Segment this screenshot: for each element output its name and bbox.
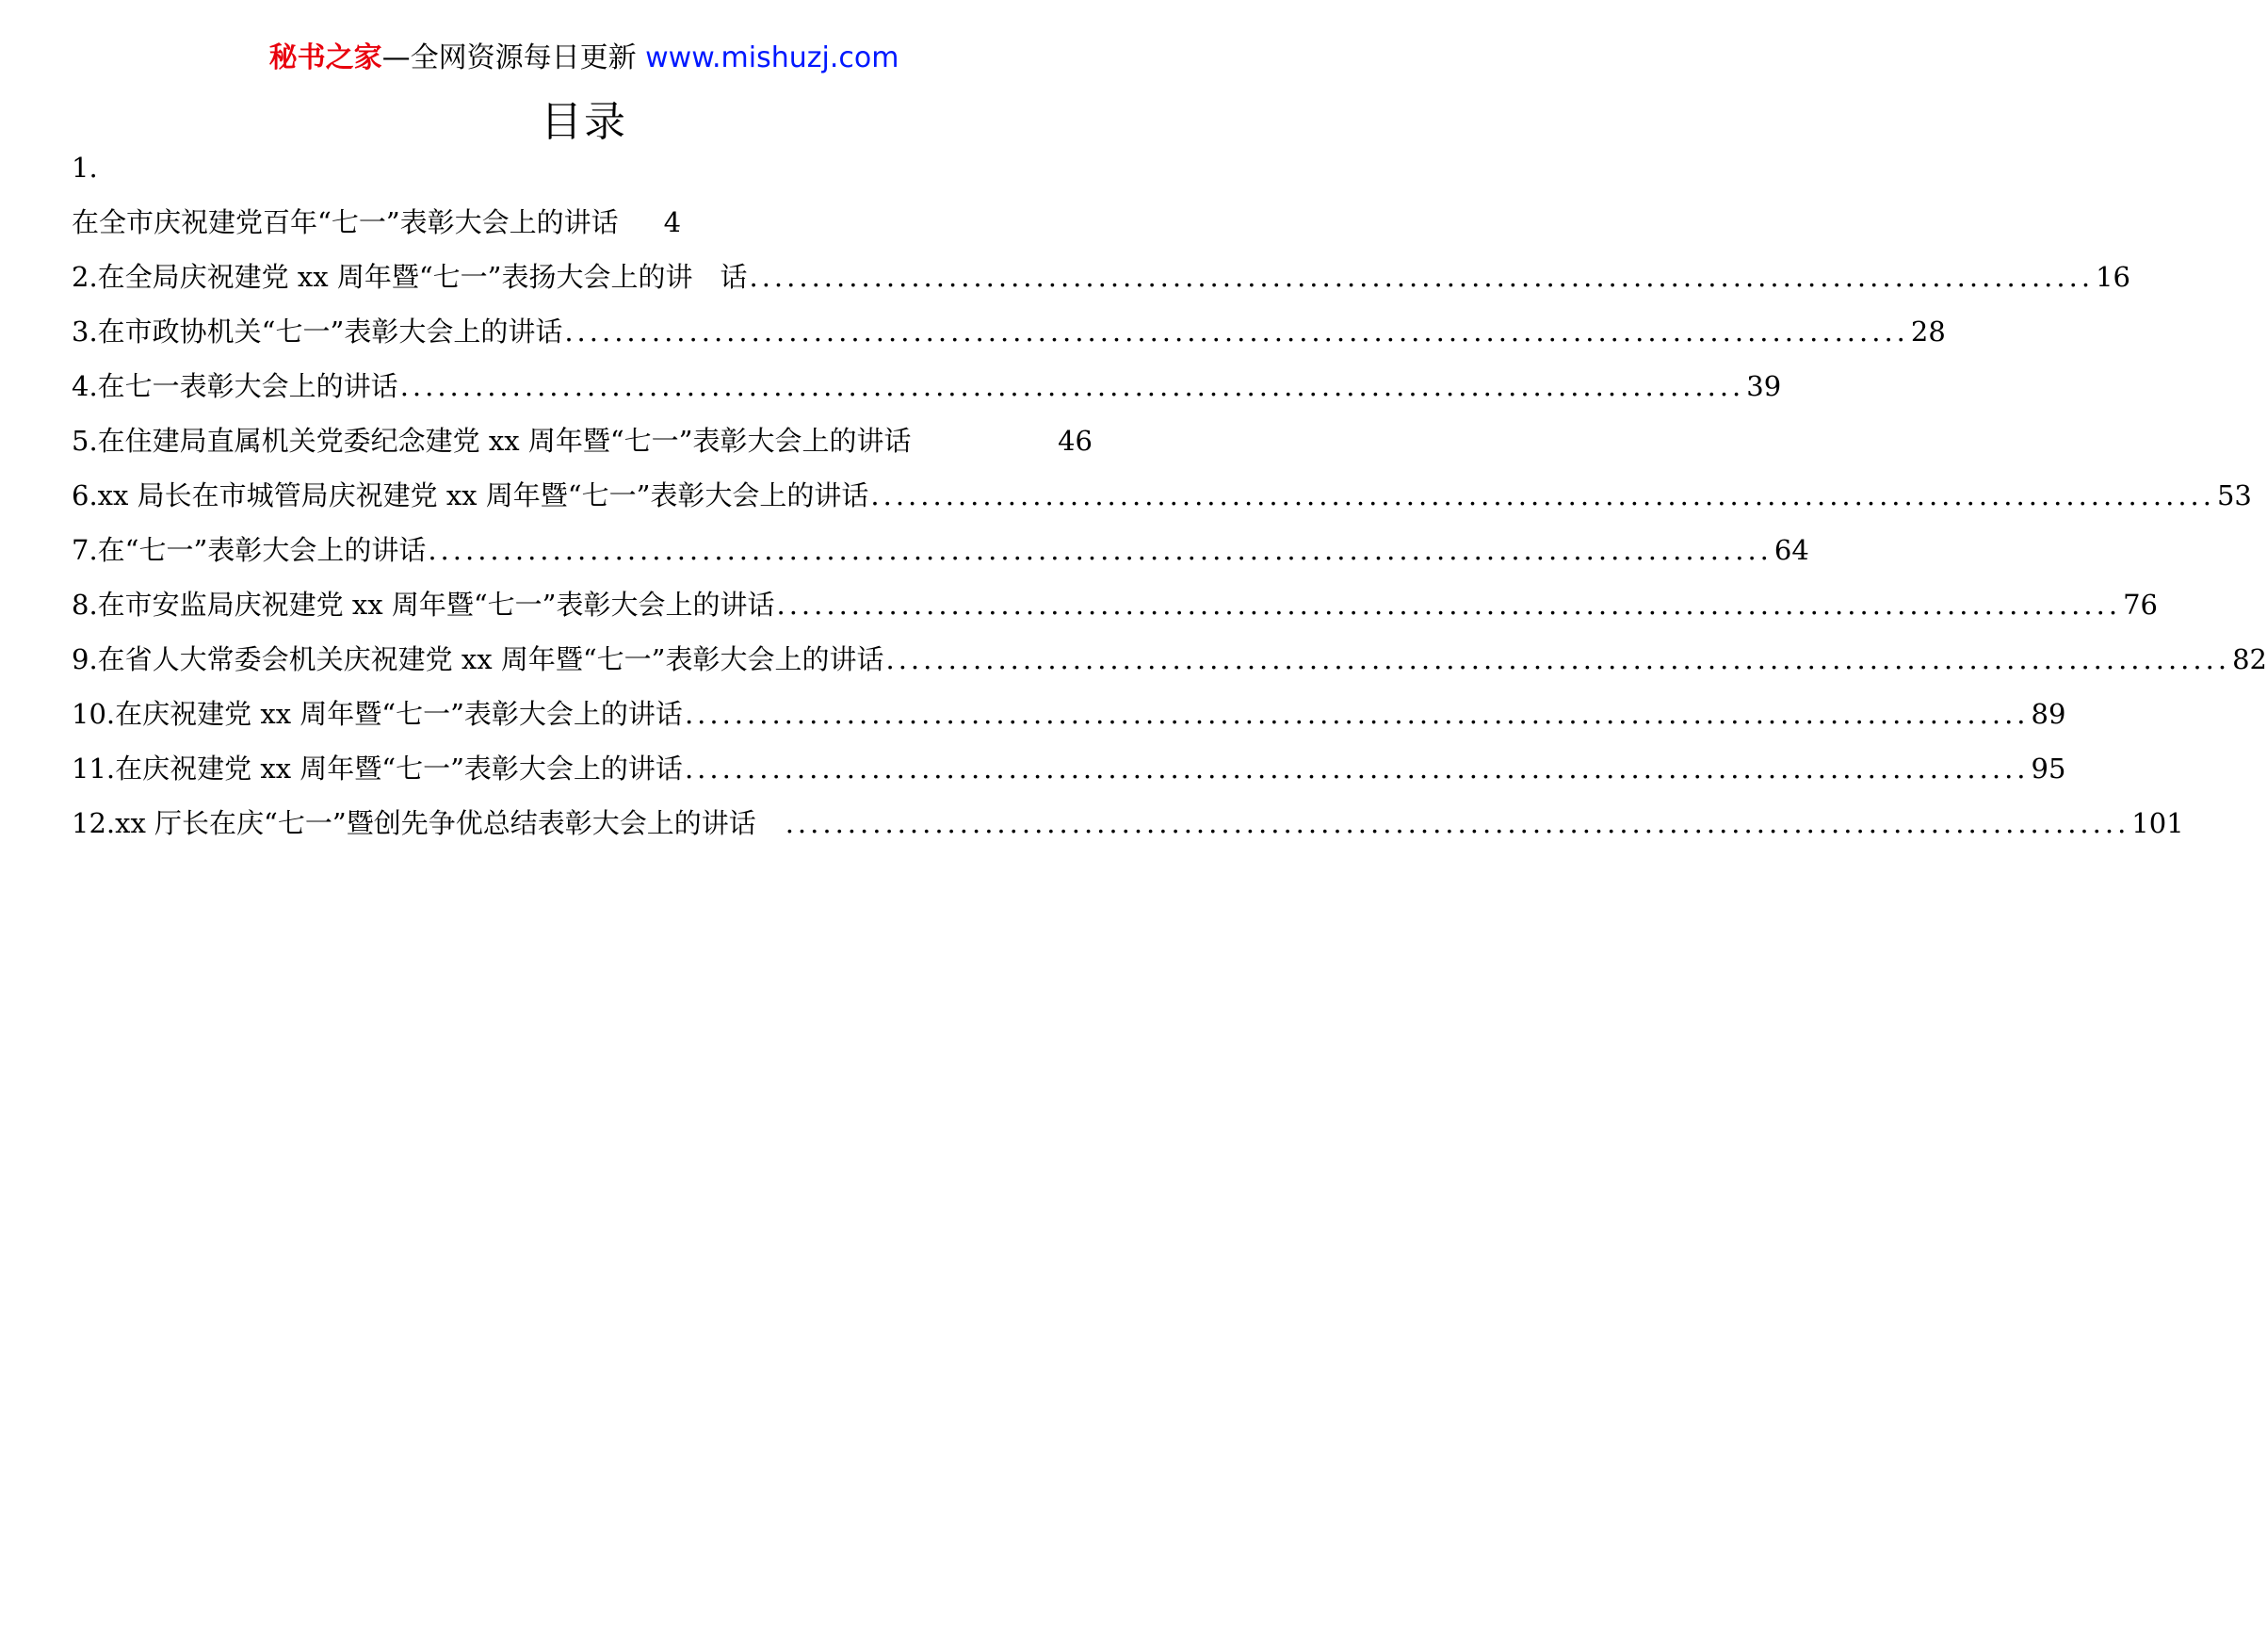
toc-item-10[interactable] <box>72 695 2066 733</box>
toc-item-title: 在庆祝建党 xx 周年暨“七一”表彰大会上的讲话 <box>115 753 683 785</box>
toc-item-page: 95 <box>2031 753 2066 785</box>
toc-leader-dots: ............................................................................................................ <box>749 261 2095 293</box>
toc-item-page: 16 <box>2096 261 2130 293</box>
toc-item-title: 在“七一”表彰大会上的讲话 <box>97 534 427 566</box>
toc-item-9[interactable] <box>72 640 2267 678</box>
toc-leader-dots: ............................................................................................................ <box>870 479 2215 511</box>
toc-item-title: 在省人大常委会机关庆祝建党 xx 周年暨“七一”表彰大会上的讲话 <box>97 643 884 675</box>
toc-leader-dots: ............................................................................................................ <box>785 807 2130 839</box>
toc-item-page: 46 <box>1058 425 1093 457</box>
header-tagline: —全网资源每日更新 <box>381 41 646 74</box>
toc-item-number: 6. <box>72 479 98 511</box>
toc-item-4[interactable] <box>72 367 1782 405</box>
toc-item-5[interactable] <box>72 422 1093 460</box>
toc-item-number: 8. <box>72 589 98 621</box>
brand-name: 秘书之家 <box>268 41 382 74</box>
toc-item-number: 1. <box>72 152 98 184</box>
toc-item-8[interactable] <box>72 586 2158 624</box>
toc-item-page: 89 <box>2031 698 2066 730</box>
toc-item-11[interactable] <box>72 750 2066 787</box>
toc-leader-dots: ............................................................................................................ <box>776 589 2122 621</box>
toc-leader-dots: ............................................................................................................ <box>428 534 1773 566</box>
toc-item-title: xx 厅长在庆“七一”暨创先争优总结表彰大会上的讲话 <box>115 807 784 839</box>
toc-item-7[interactable] <box>72 531 1809 569</box>
toc-item-6[interactable] <box>72 477 2252 514</box>
toc-item-title: 在住建局直属机关党委纪念建党 xx 周年暨“七一”表彰大会上的讲话 <box>97 425 912 457</box>
toc-leader-dots: ............................................................................................................ <box>684 753 2030 785</box>
site-url-link[interactable]: www.mishuzj.com <box>645 41 899 74</box>
page-title: 目录 <box>541 98 627 146</box>
toc-item-title: 在市安监局庆祝建党 xx 周年暨“七一”表彰大会上的讲话 <box>97 589 775 621</box>
toc-first-number <box>72 149 1093 186</box>
toc-item-2[interactable] <box>72 258 2130 296</box>
toc-item-number: 5. <box>72 425 98 457</box>
toc-item-number: 3. <box>72 316 98 348</box>
toc-item-number: 7. <box>72 534 98 566</box>
toc-leader-dots: ............................................................................................................ <box>885 643 2231 675</box>
toc-item-page: 76 <box>2123 589 2158 621</box>
toc-item-title: 在七一表彰大会上的讲话 <box>97 370 398 402</box>
toc-item-title: 在庆祝建党 xx 周年暨“七一”表彰大会上的讲话 <box>115 698 683 730</box>
toc-item-title: 在市政协机关“七一”表彰大会上的讲话 <box>97 316 563 348</box>
toc-leader-dots: ............................................................................................................ <box>564 316 1909 348</box>
toc-item-page: 39 <box>1746 370 1782 402</box>
toc-item-1[interactable] <box>72 203 1093 241</box>
toc-item-number: 2. <box>72 261 98 293</box>
toc-item-page: 82 <box>2232 643 2267 675</box>
toc-item-page: 28 <box>1910 316 1946 348</box>
toc-item-page: 101 <box>2131 807 2184 839</box>
toc-item-page: 64 <box>1773 534 1809 566</box>
toc-item-title: xx 局长在市城管局庆祝建党 xx 周年暨“七一”表彰大会上的讲话 <box>97 479 869 511</box>
toc-leader-dots: ............................................................................................................ <box>399 370 1745 402</box>
toc-item-page: 4 <box>663 206 682 238</box>
toc-item-number: 10. <box>72 698 116 730</box>
toc-item-number: 11. <box>72 753 116 785</box>
toc-item-title: 在全局庆祝建党 xx 周年暨“七一”表扬大会上的讲 话 <box>97 261 748 293</box>
toc-item-12[interactable] <box>72 804 2184 842</box>
toc-leader-dots: ............................................................................................................ <box>684 698 2030 730</box>
toc-item-3[interactable] <box>72 313 1946 350</box>
toc-item-number: 12. <box>72 807 116 839</box>
toc-item-title: 在全市庆祝建党百年“七一”表彰大会上的讲话 <box>72 206 619 238</box>
toc-item-page: 53 <box>2216 479 2252 511</box>
toc-item-number: 4. <box>72 370 98 402</box>
toc-item-number: 9. <box>72 643 98 675</box>
